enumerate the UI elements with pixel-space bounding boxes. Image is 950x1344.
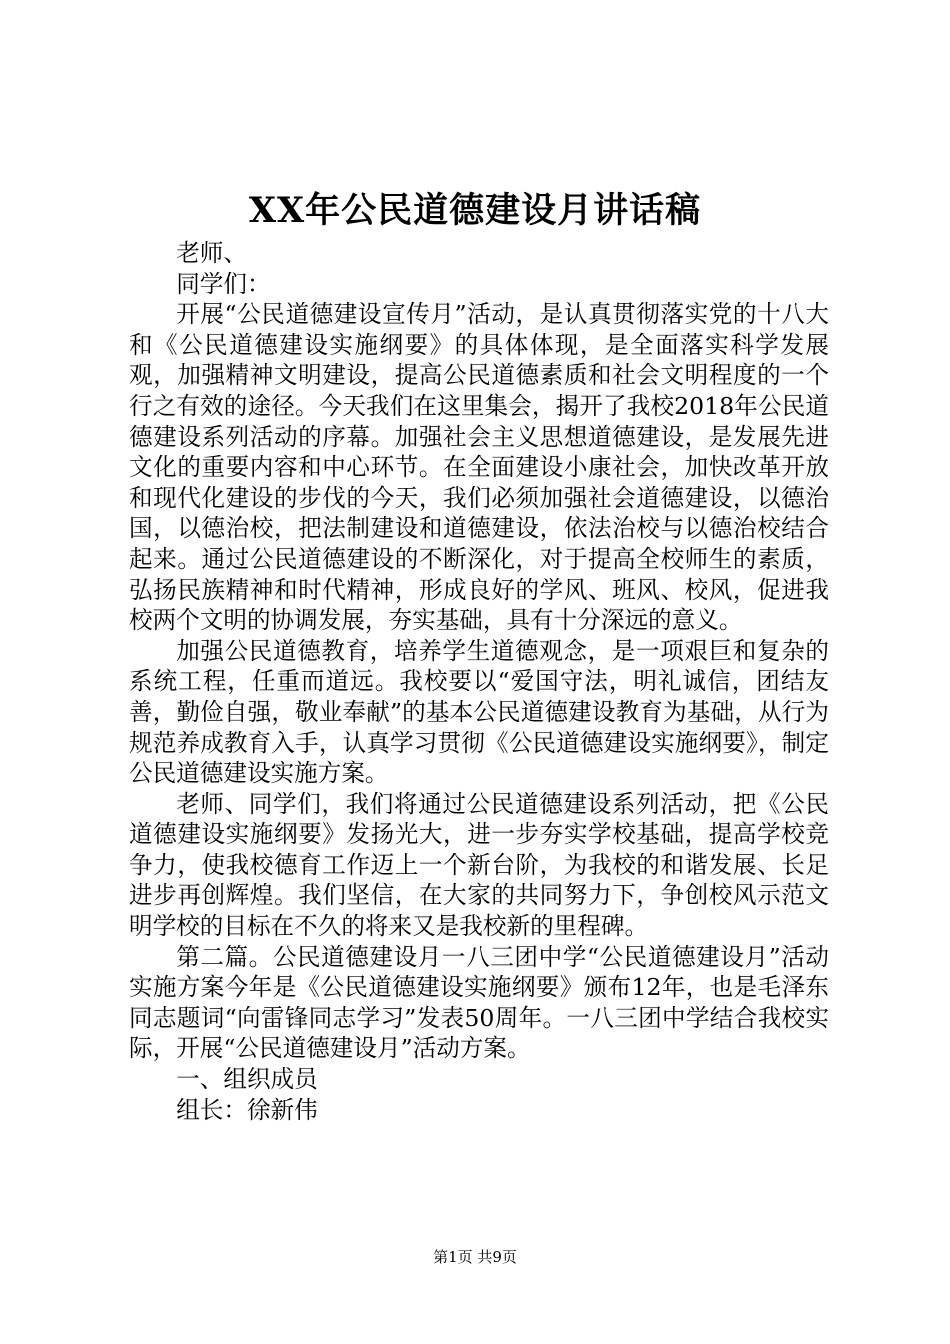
group-leader-line: 组长：徐新伟 [176,1095,318,1124]
page-footer: 第1页 共9页 [433,1248,517,1266]
body-paragraph-4: 第二篇。公民道德建设月一八三团中学“公民道德建设月”活动实施方案今年是《公民道德建设实施纲要》颁布12年，也是毛泽东同志题词“向雷锋同志学习”发表50周年。一八三团中学结合我校实际，开展“公民道德建设月”活动方案。 [129,942,829,1063]
body-paragraph-2: 加强公民道德教育，培养学生道德观念，是一项艰巨和复杂的系统工程，任重而道远。我校要以“爱国守法，明礼诚信，团结友善，勤俭自强，敬业奉献”的基本公民道德建设教育为基础，从行为规范养成教育入手，认真学习贯彻《公民道德建设实施纲要》，制定公民道德建设实施方案。 [129,636,829,788]
body-paragraph-3: 老师、同学们，我们将通过公民道德建设系列活动，把《公民道德建设实施纲要》发扬光大，进一步夯实学校基础，提高学校竞争力，使我校德育工作迈上一个新台阶，为我校的和谐发展、长足进步再创辉煌。我们坚信，在大家的共同努力下，争创校风示范文明学校的目标在不久的将来又是我校新的里程碑。 [129,789,829,941]
document-title: XX年公民道德建设月讲话稿 [248,190,702,231]
salutation-line-1: 老师、 [176,239,247,267]
body-paragraph-1: 开展“公民道德建设宣传月”活动，是认真贯彻落实党的十八大和《公民道德建设实施纲要》的具体体现，是全面落实科学发展观，加强精神文明建设，提高公民道德素质和社会文明程度的一个行之有效的途径。今天我们在这里集会，揭开了我校2018年公民道德建设系列活动的序幕。加强社会主义思想道德建设，是发展先进文化的重要内容和中心环节。在全面建设小康社会，加快改革开放和现代化建设的步伐的今天，我们必须加强社会道德建设，以德治国，以德治校，把法制建设和道德建设，依法治校与以德治校结合起来。通过公民道德建设的不断深化，对于提高全校师生的素质，弘扬民族精神和时代精神，形成良好的学风、班风、校风，促进我校两个文明的协调发展，夯实基础，具有十分深远的意义。 [129,300,829,635]
salutation-line-2: 同学们： [176,269,271,298]
section-heading: 一、组织成员 [176,1065,318,1094]
document-body [129,238,829,1125]
